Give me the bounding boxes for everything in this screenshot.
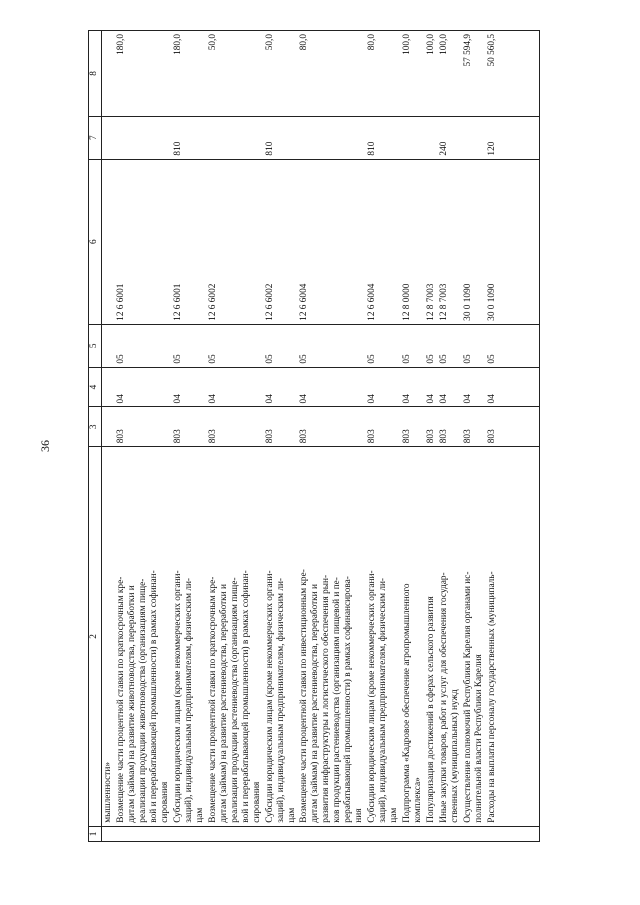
cell-amount [425, 31, 438, 117]
cell-subsection [438, 324, 462, 367]
description-line: цам [389, 807, 400, 823]
filler-cell [499, 324, 540, 367]
section-line: 04 [486, 394, 497, 404]
amount-line: 50 560,5 [486, 34, 497, 67]
description-line: Субсидии юридическим лицам (кроме некоммерческих органи- [264, 570, 275, 823]
cell-expense-type [366, 116, 401, 159]
filler-cell [499, 116, 540, 159]
description-line: Иные закупки товаров, работ и услуг для обеспечения государ- [439, 572, 450, 823]
section-line: 04 [463, 394, 474, 404]
admin-code-line: 803 [299, 429, 310, 444]
cell-admin-code [115, 407, 172, 447]
amount-line: 50,0 [264, 34, 275, 51]
cell-amount [462, 31, 486, 117]
cell-col-1 [401, 826, 425, 841]
cell-description [425, 447, 438, 826]
cell-col-1 [438, 826, 462, 841]
cell-admin-code [102, 407, 115, 447]
filler-cell [499, 447, 540, 826]
table-row [102, 31, 115, 842]
cell-expense-type [401, 116, 425, 159]
table-row [366, 31, 401, 842]
amount-line: 100,0 [426, 34, 437, 55]
section-line: 04 [299, 394, 310, 404]
admin-code-line: 803 [264, 429, 275, 444]
cell-col-1 [462, 826, 486, 841]
cell-expense-type [172, 116, 207, 159]
expense-type-line: 810 [172, 141, 183, 156]
target-article-line: 30 0 1090 [486, 283, 497, 321]
cell-subsection [102, 324, 115, 367]
target-article-line: 12 6 6002 [207, 283, 218, 321]
description-line: цам [286, 807, 297, 823]
admin-code-line: 803 [207, 429, 218, 444]
target-article-line: 12 6 6002 [264, 283, 275, 321]
cell-col-1 [115, 826, 172, 841]
cell-col-1 [298, 826, 366, 841]
cell-description [298, 447, 366, 826]
description-line: ков продукции растениеводства (организациям пищевой и пе- [332, 577, 343, 823]
target-article-line: 12 6 6004 [299, 283, 310, 321]
cell-col-1 [172, 826, 207, 841]
cell-col-1 [207, 826, 264, 841]
section-line: 04 [207, 394, 218, 404]
header-col-4: 4 [89, 367, 102, 407]
cell-subsection [298, 324, 366, 367]
table-row [115, 31, 172, 842]
target-article-line: 12 6 6001 [172, 283, 183, 321]
cell-section [102, 367, 115, 407]
cell-amount [172, 31, 207, 117]
description-line: рерабатывающей промышленности) в рамках софинансирова- [343, 576, 354, 823]
table-row [486, 31, 499, 842]
table-header-row [89, 31, 102, 842]
table-row [207, 31, 264, 842]
section-line: 04 [172, 394, 183, 404]
filler-cell [499, 367, 540, 407]
cell-section [486, 367, 499, 407]
cell-expense-type [102, 116, 115, 159]
header-col-5: 5 [89, 324, 102, 367]
admin-code-line: 803 [115, 429, 126, 444]
amount-line: 180,0 [115, 34, 126, 55]
cell-admin-code [172, 407, 207, 447]
cell-amount [264, 31, 299, 117]
section-line: 04 [439, 394, 450, 404]
cell-target-article [438, 159, 462, 324]
cell-section [401, 367, 425, 407]
section-line: 04 [367, 394, 378, 404]
cell-amount [438, 31, 462, 117]
description-line: вой и перерабатывающей промышленности) в рамках софинан- [148, 570, 159, 823]
cell-section [298, 367, 366, 407]
cell-description [207, 447, 264, 826]
description-line: Популяризация достижений в сферах сельского развития [426, 596, 437, 823]
section-line: 04 [426, 394, 437, 404]
subsection-line: 05 [264, 354, 275, 364]
cell-col-1 [102, 826, 115, 841]
budget-table [88, 30, 540, 842]
cell-admin-code [486, 407, 499, 447]
section-line: 04 [115, 394, 126, 404]
header-col-2: 2 [89, 447, 102, 826]
cell-target-article [366, 159, 401, 324]
table-row [298, 31, 366, 842]
description-line: сирования [251, 781, 262, 823]
cell-expense-type [486, 116, 499, 159]
cell-section [438, 367, 462, 407]
cell-section [264, 367, 299, 407]
description-line: Расходы на выплаты персоналу государственных (муниципаль- [486, 571, 497, 823]
page-number: 36 [38, 440, 52, 452]
header-col-8: 8 [89, 31, 102, 117]
subsection-line: 05 [207, 354, 218, 364]
cell-col-1 [366, 826, 401, 841]
subsection-line: 05 [463, 354, 474, 364]
cell-admin-code [425, 407, 438, 447]
filler-cell [499, 31, 540, 117]
cell-admin-code [401, 407, 425, 447]
cell-target-article [102, 159, 115, 324]
cell-col-1 [486, 826, 499, 841]
cell-expense-type [462, 116, 486, 159]
description-line: дитам (займам) на развитие растениеводства, переработки и [218, 584, 229, 823]
cell-admin-code [462, 407, 486, 447]
description-line: ния [354, 808, 365, 823]
cell-target-article [207, 159, 264, 324]
amount-line: 100,0 [439, 34, 450, 55]
cell-section [462, 367, 486, 407]
cell-subsection [425, 324, 438, 367]
table-row [264, 31, 299, 842]
description-line: Возмещение части процентной ставки по краткосрочным кре- [207, 576, 218, 823]
cell-subsection [462, 324, 486, 367]
description-line: дитам (займам) на развитие животноводства, переработки и [126, 585, 137, 823]
amount-line: 100,0 [402, 34, 413, 55]
header-col-3: 3 [89, 407, 102, 447]
cell-target-article [462, 159, 486, 324]
expense-type-line: 120 [486, 141, 497, 156]
cell-section [172, 367, 207, 407]
description-line: дитам (займам) на развитие растениеводства, переработки и [310, 584, 321, 823]
subsection-line: 05 [439, 354, 450, 364]
cell-col-1 [264, 826, 299, 841]
admin-code-line: 803 [463, 429, 474, 444]
cell-description [486, 447, 499, 826]
cell-admin-code [264, 407, 299, 447]
cell-expense-type [264, 116, 299, 159]
description-line: Возмещение части процентной ставки по краткосрочным кре- [115, 576, 126, 823]
cell-subsection [486, 324, 499, 367]
cell-description [462, 447, 486, 826]
cell-expense-type [425, 116, 438, 159]
cell-target-article [298, 159, 366, 324]
description-line: ственных (муниципальных) нужд [450, 689, 461, 823]
amount-line: 80,0 [367, 34, 378, 51]
subsection-line: 05 [426, 354, 437, 364]
description-line: Подпрограмма «Кадровое обеспечение агропромышленного [402, 583, 413, 823]
header-col-7: 7 [89, 116, 102, 159]
filler-cell [499, 407, 540, 447]
target-article-line: 12 6 6004 [367, 283, 378, 321]
header-col-6: 6 [89, 159, 102, 324]
cell-subsection [366, 324, 401, 367]
description-line: заций), индивидуальным предпринимателям, физическим ли- [183, 577, 194, 823]
subsection-line: 05 [402, 354, 413, 364]
cell-description [401, 447, 425, 826]
expense-type-line: 240 [439, 141, 450, 156]
cell-expense-type [298, 116, 366, 159]
cell-target-article [401, 159, 425, 324]
table-row [425, 31, 438, 842]
cell-target-article [264, 159, 299, 324]
admin-code-line: 803 [486, 429, 497, 444]
subsection-line: 05 [115, 354, 126, 364]
target-article-line: 12 8 7003 [426, 283, 437, 321]
description-line: комплекса» [413, 777, 424, 823]
cell-description [366, 447, 401, 826]
cell-admin-code [438, 407, 462, 447]
cell-expense-type [115, 116, 172, 159]
description-line: Осуществление полномочий Республики Карелия органами ис- [463, 571, 474, 823]
admin-code-line: 803 [439, 429, 450, 444]
subsection-line: 05 [172, 354, 183, 364]
description-line: реализации продукции животноводства (организациям пище- [137, 578, 148, 823]
cell-expense-type [207, 116, 264, 159]
cell-amount [207, 31, 264, 117]
amount-line: 180,0 [172, 34, 183, 55]
description-line: реализации продукции растениеводства (организациям пище- [229, 577, 240, 823]
cell-target-article [172, 159, 207, 324]
cell-admin-code [298, 407, 366, 447]
description-line: заций), индивидуальным предпринимателям, физическим ли- [275, 577, 286, 823]
cell-description [264, 447, 299, 826]
filler-cell [499, 159, 540, 324]
admin-code-line: 803 [402, 429, 413, 444]
cell-target-article [115, 159, 172, 324]
cell-target-article [425, 159, 438, 324]
cell-amount [401, 31, 425, 117]
description-line: вой и перерабатывающей промышленности) в рамках софинан- [240, 570, 251, 823]
cell-amount [102, 31, 115, 117]
cell-amount [115, 31, 172, 117]
table-row [401, 31, 425, 842]
description-line: Субсидии юридическим лицам (кроме некоммерческих органи- [367, 570, 378, 823]
target-article-line: 30 0 1090 [463, 283, 474, 321]
target-article-line: 12 6 6001 [115, 283, 126, 321]
table-row [438, 31, 462, 842]
cell-section [366, 367, 401, 407]
cell-amount [486, 31, 499, 117]
amount-line: 80,0 [299, 34, 310, 51]
admin-code-line: 803 [172, 429, 183, 444]
cell-amount [298, 31, 366, 117]
expense-type-line: 810 [367, 141, 378, 156]
filler-cell [499, 826, 540, 841]
table-filler-row [499, 31, 540, 842]
description-line: цам [194, 807, 205, 823]
cell-description [438, 447, 462, 826]
admin-code-line: 803 [426, 429, 437, 444]
admin-code-line: 803 [367, 429, 378, 444]
subsection-line: 05 [299, 354, 310, 364]
cell-target-article [486, 159, 499, 324]
description-line: развития инфраструктуры и логистического обеспечения рын- [321, 574, 332, 823]
amount-line: 57 594,9 [463, 34, 474, 67]
cell-subsection [401, 324, 425, 367]
cell-subsection [207, 324, 264, 367]
cell-subsection [115, 324, 172, 367]
target-article-line: 12 8 7003 [439, 283, 450, 321]
description-line: Возмещение части процентной ставки по инвестиционным кре- [299, 569, 310, 823]
cell-section [425, 367, 438, 407]
cell-subsection [264, 324, 299, 367]
cell-admin-code [366, 407, 401, 447]
target-article-line: 12 8 0000 [402, 283, 413, 321]
description-line: сирования [159, 781, 170, 823]
rotated-table-container [88, 30, 540, 842]
cell-amount [366, 31, 401, 117]
subsection-line: 05 [367, 354, 378, 364]
cell-subsection [172, 324, 207, 367]
description-line: мышленности» [103, 762, 113, 823]
description-line: полнительной власти Республики Карелия [474, 654, 484, 823]
table-body [102, 31, 540, 842]
table-row [462, 31, 486, 842]
cell-section [207, 367, 264, 407]
expense-type-line: 810 [264, 141, 275, 156]
cell-description [102, 447, 115, 826]
header-col-1: 1 [89, 826, 102, 841]
subsection-line: 05 [486, 354, 497, 364]
cell-admin-code [207, 407, 264, 447]
amount-line: 50,0 [207, 34, 218, 51]
cell-col-1 [425, 826, 438, 841]
cell-section [115, 367, 172, 407]
cell-description [172, 447, 207, 826]
section-line: 04 [402, 394, 413, 404]
section-line: 04 [264, 394, 275, 404]
table-row [172, 31, 207, 842]
description-line: Субсидии юридическим лицам (кроме некоммерческих органи- [172, 570, 183, 823]
cell-description [115, 447, 172, 826]
description-line: заций), индивидуальным предпринимателям, физическим ли- [378, 577, 389, 823]
cell-expense-type [438, 116, 462, 159]
